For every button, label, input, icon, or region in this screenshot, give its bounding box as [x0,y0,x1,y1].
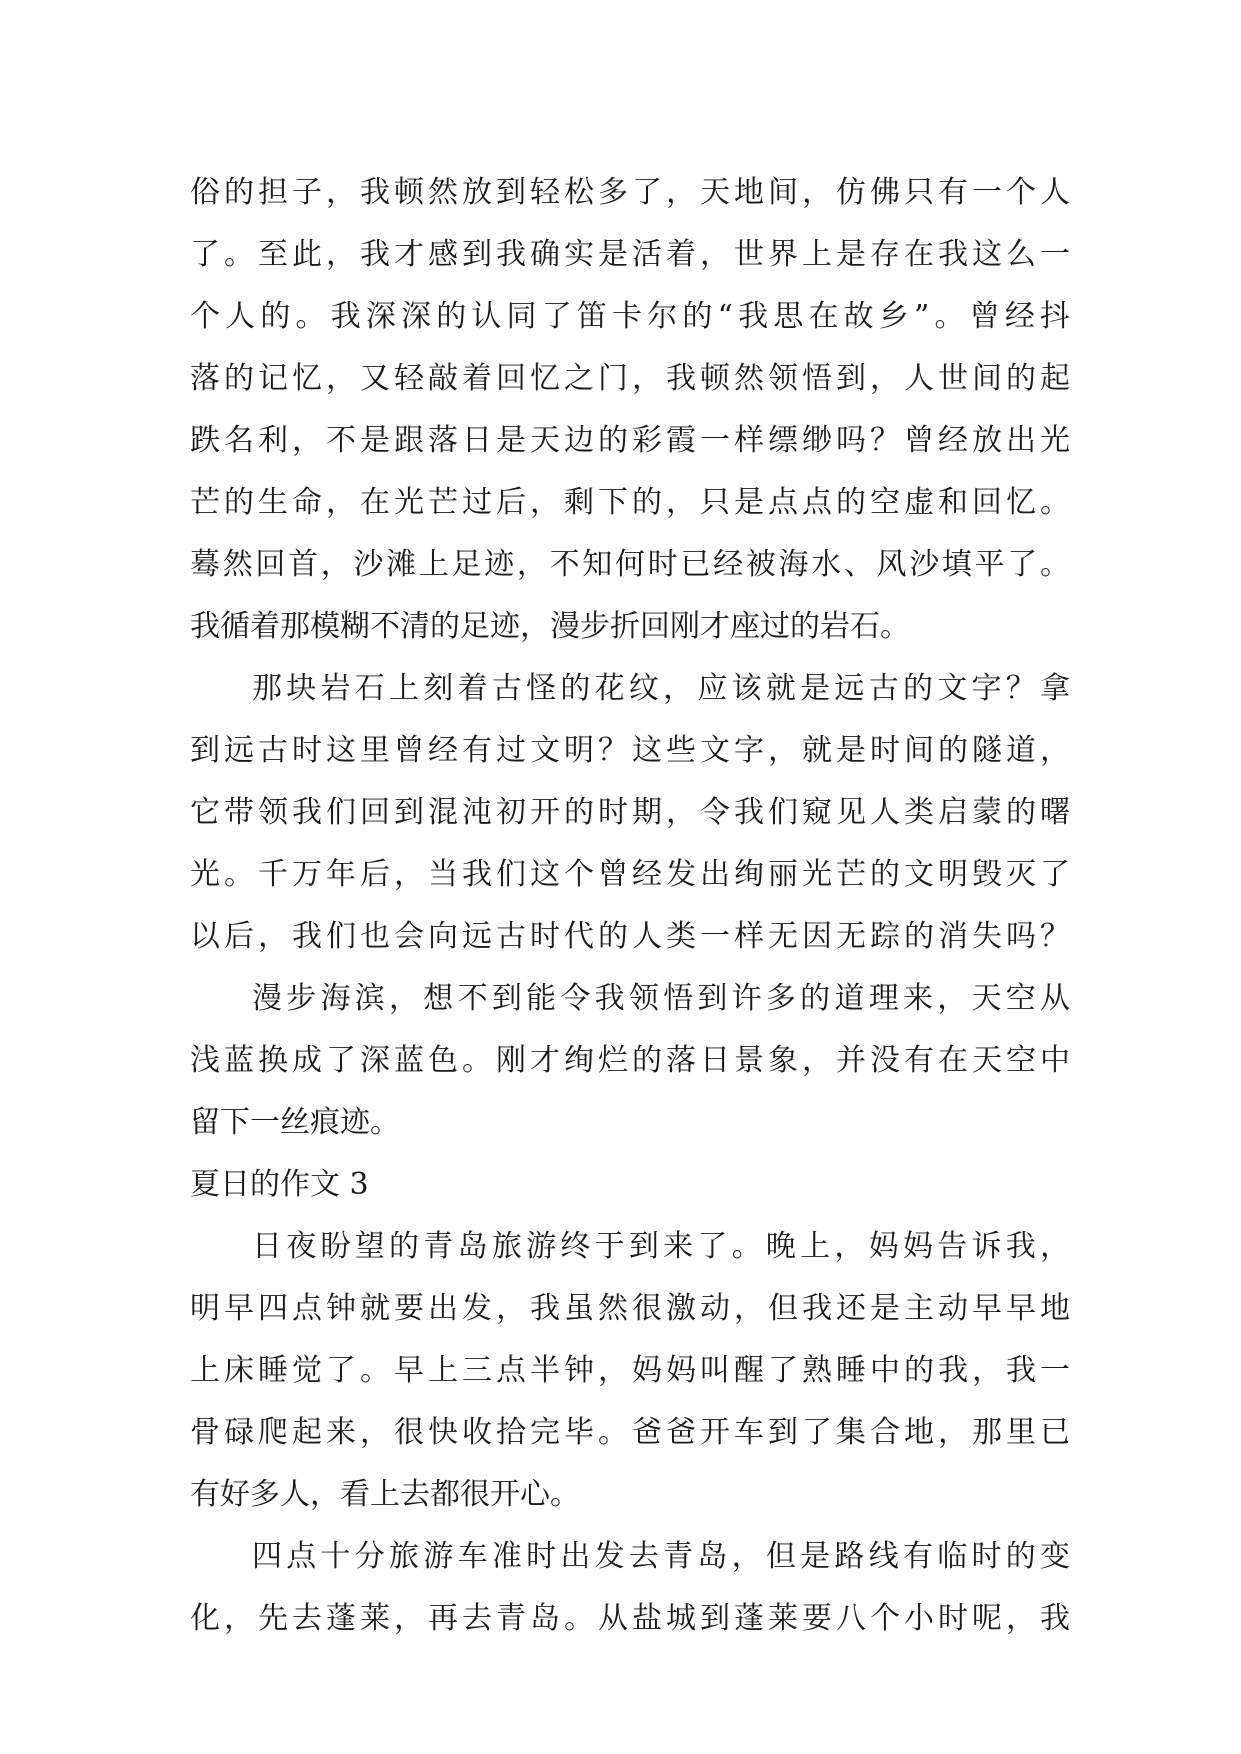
text-line: 了。至此，我才感到我确实是活着，世界上是存在我这么一 [190,237,1070,272]
text-line: 骨碌爬起来，很快收拾完毕。爸爸开车到了集合地，那里已 [190,1415,1070,1450]
section-heading: 夏日的作文 3 [190,1167,369,1202]
text-line: 明早四点钟就要出发，我虽然很激动，但我还是主动早早地 [190,1291,1070,1326]
text-line: 上床睡觉了。早上三点半钟，妈妈叫醒了熟睡中的我，我一 [190,1353,1070,1388]
text-line: 落的记忆，又轻敲着回忆之门，我顿然领悟到，人世间的起 [190,361,1070,396]
text-line: 跌名利，不是跟落日是天边的彩霞一样缥缈吗？曾经放出光 [190,423,1070,458]
text-line: 它带领我们回到混沌初开的时期，令我们窥见人类启蒙的曙 [190,795,1070,830]
text-line: 以后，我们也会向远古时代的人类一样无因无踪的消失吗？ [190,919,1070,954]
paragraph-first-line: 漫步海滨，想不到能令我领悟到许多的道理来，天空从 [252,981,1070,1016]
text-line: 光。千万年后，当我们这个曾经发出绚丽光芒的文明毁灭了 [190,857,1070,892]
text-line: 到远古时这里曾经有过文明？这些文字，就是时间的隧道， [190,733,1070,768]
text-line: 俗的担子，我顿然放到轻松多了，天地间，仿佛只有一个人 [190,175,1070,210]
text-line: 蓦然回首，沙滩上足迹，不知何时已经被海水、风沙填平了。 [190,547,1070,582]
text-line: 芒的生命，在光芒过后，剩下的，只是点点的空虚和回忆。 [190,485,1070,520]
text-line: 有好多人，看上去都很开心。 [190,1477,580,1512]
text-line: 化，先去蓬莱，再去青岛。从盐城到蓬莱要八个小时呢，我 [190,1601,1070,1636]
text-line: 个人的。我深深的认同了笛卡尔的“我思在故乡”。曾经抖 [190,299,1070,334]
text-line: 浅蓝换成了深蓝色。刚才绚烂的落日景象，并没有在天空中 [190,1043,1070,1078]
text-line: 留下一丝痕迹。 [190,1105,400,1140]
paragraph-first-line: 日夜盼望的青岛旅游终于到来了。晚上，妈妈告诉我， [252,1229,1070,1264]
document-body [190,162,1070,1650]
paragraph-first-line: 那块岩石上刻着古怪的花纹，应该就是远古的文字？拿 [252,671,1070,706]
text-line: 我循着那模糊不清的足迹，漫步折回刚才座过的岩石。 [190,609,910,644]
paragraph-first-line: 四点十分旅游车准时出发去青岛，但是路线有临时的变 [252,1539,1070,1574]
